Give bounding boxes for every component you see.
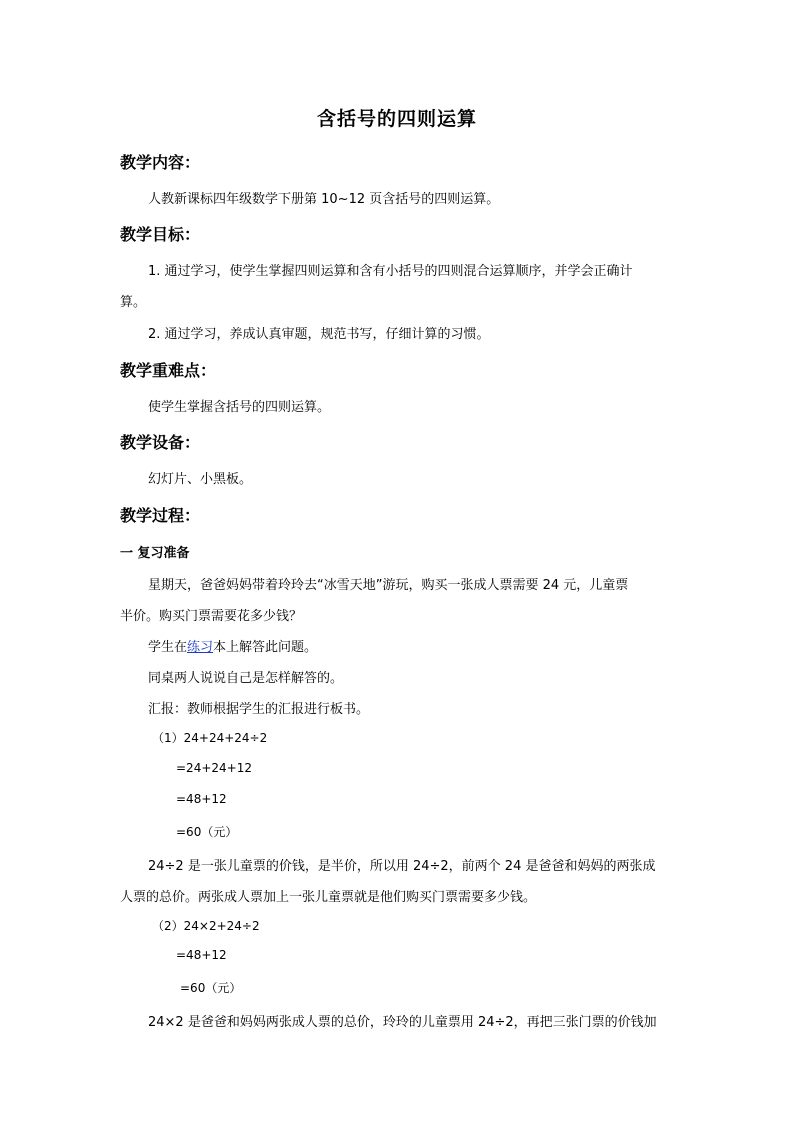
calc2-line-2: =48+12 [176,948,227,962]
heading-equipment: 教学设备： [120,433,201,452]
keypoints-text: 使学生掌握含括号的四则运算。 [148,400,331,415]
page-title: 含括号的四则运算 [316,108,477,130]
paragraph-report: 汇报：教师根据学生的汇报进行板书。 [148,702,370,717]
content-text: 人教新课标四年级数学下册第 10~12 页含括号的四则运算。 [148,192,500,207]
paragraph-discuss: 同桌两人说说自己是怎样解答的。 [148,671,344,686]
equipment-text: 幻灯片、小黑板。 [148,472,253,487]
explain1-line-1: 24÷2 是一张儿童票的价钱，是半价，所以用 24÷2，前两个 24 是爸爸和妈妈的两张成 [148,859,656,874]
calc1-line-1: （1）24+24+24÷2 [152,731,268,745]
subheading-review: 一 复习准备 [120,546,190,561]
heading-key-points: 教学重难点： [120,361,217,380]
practice-text-after: 本上解答此问题。 [213,640,318,655]
calc1-line-4: =60（元） [176,825,238,839]
practice-link[interactable]: 练习 [187,640,214,655]
explain1-line-2: 人票的总价。两张成人票加上一张儿童票就是他们购买门票需要多少钱。 [120,890,537,905]
practice-text-before: 学生在 [148,640,188,655]
calc1-line-3: =48+12 [176,792,227,806]
calc2-line-1: （2）24×2+24÷2 [152,919,260,933]
explain2-line-1: 24×2 是爸爸和妈妈两张成人票的总价，玲玲的儿童票用 24÷2，再把三张门票的价钱加 [148,1015,657,1030]
paragraph-practice [148,636,317,655]
paragraph-problem-line-2: 半价。购买门票需要花多少钱？ [120,609,303,624]
heading-teaching-goals: 教学目标： [120,225,201,244]
calc2-line-3: =60（元） [180,981,242,995]
goal-item-2: 2. 通过学习，养成认真审题，规范书写，仔细计算的习惯。 [148,327,490,342]
calc1-line-2: =24+24+12 [176,761,252,775]
heading-teaching-process: 教学过程： [120,506,201,525]
goal-item-1-line-1: 1. 通过学习，使学生掌握四则运算和含有小括号的四则混合运算顺序，并学会正确计 [148,264,633,279]
goal-item-1-line-2: 算。 [120,295,147,310]
paragraph-problem-line-1: 星期天，爸爸妈妈带着玲玲去“冰雪天地”游玩，购买一张成人票需要 24 元，儿童票 [148,578,629,593]
heading-teaching-content: 教学内容： [120,153,201,172]
